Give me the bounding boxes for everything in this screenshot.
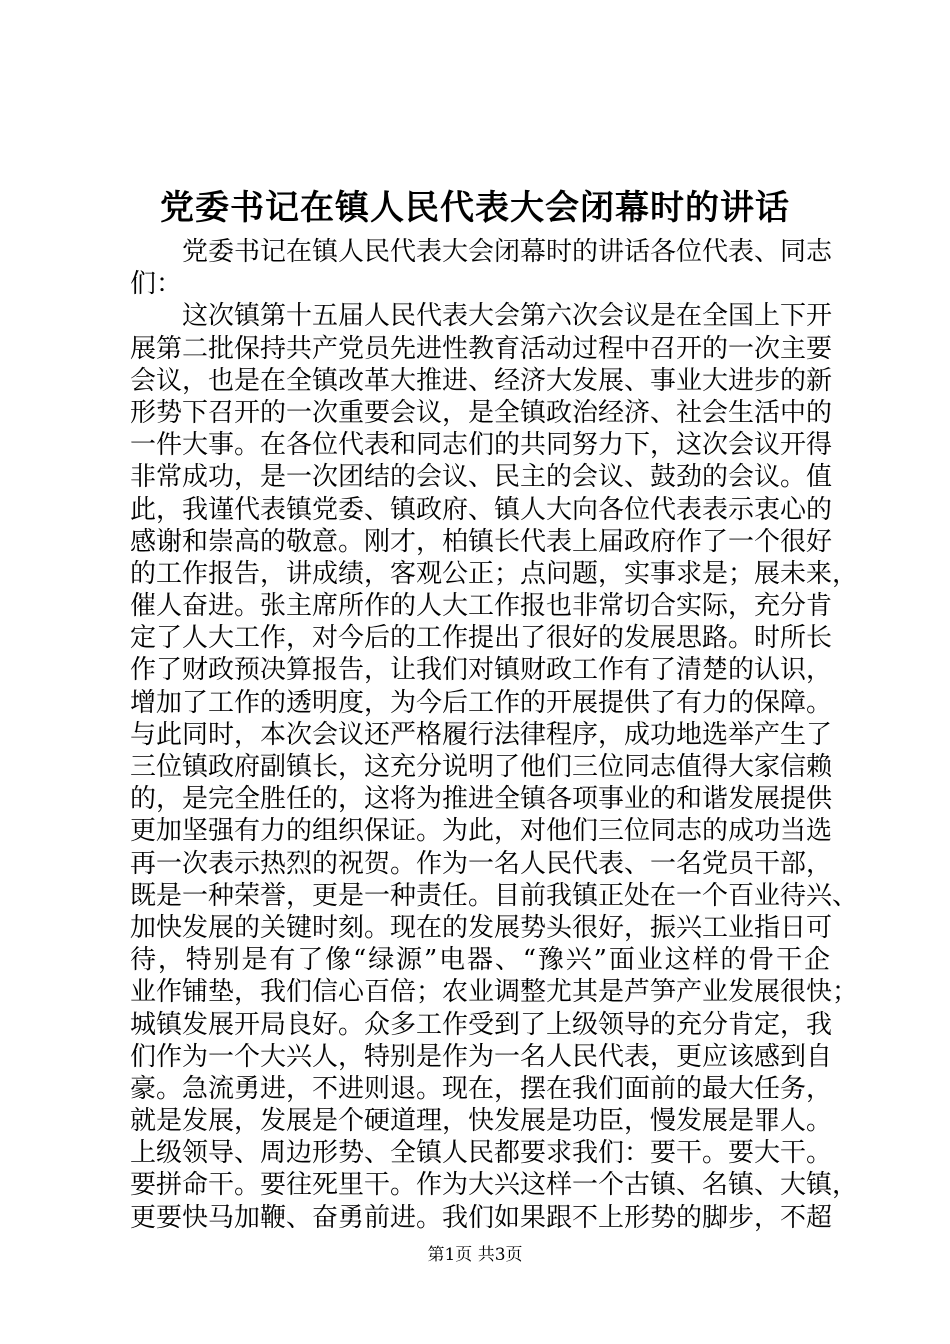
text-line: 党委书记在镇人民代表大会闭幕时的讲话各位代表、同志: [130, 237, 833, 267]
text-line: 会议，也是在全镇改革大推进、经济大发展、事业大进步的新: [130, 365, 833, 396]
text-line: 的工作报告，讲成绩，客观公正；点问题，实事求是；展未来，: [130, 558, 859, 589]
text-line: 定了人大工作，对今后的工作提出了很好的发展思路。时所长: [130, 623, 833, 654]
text-line: 非常成功，是一次团结的会议、民主的会议、鼓劲的会议。值: [130, 462, 833, 493]
text-line: 这次镇第十五届人民代表大会第六次会议是在全国上下开: [130, 301, 833, 332]
text-line: 作了财政预决算报告，让我们对镇财政工作有了清楚的认识，: [130, 655, 833, 686]
document-body: [130, 236, 859, 1234]
text-line: 待，特别是有了像“绿源”电器、“豫兴”面业这样的骨干企: [130, 945, 830, 976]
text-line: 们：: [130, 269, 183, 300]
text-line: 更加坚强有力的组织保证。为此，对他们三位同志的成功当选: [130, 816, 833, 847]
text-line: 既是一种荣誉，更是一种责任。目前我镇正处在一个百业待兴、: [130, 880, 859, 911]
text-line: 就是发展，发展是个硬道理，快发展是功臣，慢发展是罪人。: [130, 1106, 833, 1137]
text-line: 催人奋进。张主席所作的人大工作报也非常切合实际，充分肯: [130, 591, 833, 622]
text-line: 要拼命干。要往死里干。作为大兴这样一个古镇、名镇、大镇，: [130, 1170, 859, 1201]
text-line: 再一次表示热烈的祝贺。作为一名人民代表、一名党员干部，: [130, 848, 833, 879]
text-line: 与此同时，本次会议还严格履行法律程序，成功地选举产生了: [130, 719, 833, 750]
text-line: 加快发展的关键时刻。现在的发展势头很好，振兴工业指日可: [130, 912, 833, 943]
text-line: 的，是完全胜任的，这将为推进全镇各项事业的和谐发展提供: [130, 784, 833, 815]
text-line: 三位镇政府副镇长，这充分说明了他们三位同志值得大家信赖: [130, 752, 833, 782]
text-line: 增加了工作的透明度，为今后工作的开展提供了有力的保障。: [130, 687, 833, 718]
text-line: 一件大事。在各位代表和同志们的共同努力下，这次会议开得: [130, 430, 833, 461]
text-line: 城镇发展开局良好。众多工作受到了上级领导的充分肯定，我: [130, 1009, 833, 1040]
page-footer: 第1页 共3页: [427, 1245, 523, 1265]
text-line: 展第二批保持共产党员先进性教育活动过程中召开的一次主要: [130, 333, 833, 364]
text-line: 豪。急流勇进，不进则退。现在，摆在我们面前的最大任务，: [130, 1073, 833, 1104]
text-line: 们作为一个大兴人，特别是作为一名人民代表，更应该感到自: [130, 1041, 833, 1072]
text-line: 此，我谨代表镇党委、镇政府、镇人大向各位代表表示衷心的: [130, 494, 833, 525]
document-title: 党委书记在镇人民代表大会闭幕时的讲话: [160, 188, 790, 228]
text-line: 业作铺垫，我们信心百倍；农业调整尤其是芦笋产业发展很快；: [130, 977, 859, 1008]
text-line: 上级领导、周边形势、全镇人民都要求我们：要干。要大干。: [130, 1138, 833, 1169]
text-line: 更要快马加鞭、奋勇前进。我们如果跟不上形势的脚步，不超: [130, 1202, 833, 1233]
text-line: 感谢和崇高的敬意。刚才，柏镇长代表上届政府作了一个很好: [130, 526, 833, 557]
text-line: 形势下召开的一次重要会议，是全镇政治经济、社会生活中的: [130, 397, 833, 428]
